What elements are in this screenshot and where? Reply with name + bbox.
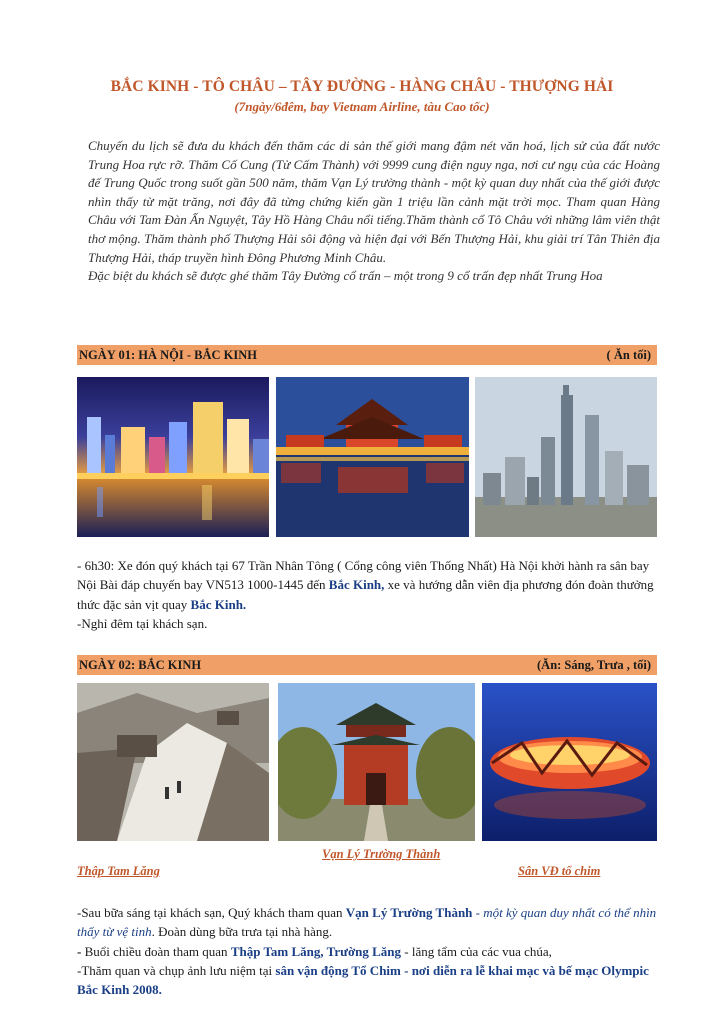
day1-meals: ( Ăn tối) bbox=[606, 347, 651, 362]
day2-stadium-visit: -Thăm quan và chụp ảnh lưu niệm tại sân vận động Tổ Chim - nơi diễn ra lễ khai mạc và bế mạc Olympic Bắc Kinh 2008. bbox=[77, 962, 649, 998]
day1-description bbox=[77, 556, 657, 633]
day1-label: NGÀY 01: HÀ NỘI - BẮC KINH bbox=[79, 347, 258, 362]
intro-paragraph: Chuyến du lịch sẽ đưa du khách đến thăm các di sản thế giới mang đậm nét văn hoá, lịch sử của đất nước Trung Hoa rực rỡ. Thăm Cố Cung (Tử Cấm Thành) với 9999 cung điện nguy nga, nơi cư ngụ của các Hoàng đế Trung Quốc trong suốt gần 500 năm, thăm Vạn Lý trường thành - một kỳ quan duy nhất của thế giới được nhìn thấy từ mặt trăng, nơi đây đã từng chứng kiến gần 1 triệu lần cảnh mặt trời mọc. Tham quan Hàng Châu với Tam Đàn Ấn Nguyệt, Tây Hồ Hàng Châu nổi tiếng.Thăm thành cổ Tô Châu với những lâm viên thật thơ mộng. Thăm thành phố Thượng Hải sôi động và hiện đại với Bến Thượng Hải, khu giải trí Tân Thiên địa Thượng Hải, tháp truyền hình Đông Phương Minh Châu. bbox=[88, 138, 660, 265]
caption-ming-tombs: Thập Tam Lăng bbox=[77, 864, 160, 878]
page-subtitle: (7ngày/6đêm, bay Vietnam Airline, tàu Cao tốc) bbox=[234, 99, 490, 114]
day2-meals: (Ăn: Sáng, Trưa , tối) bbox=[537, 657, 651, 672]
day2-description bbox=[77, 903, 657, 999]
caption-birds-nest: Sân VĐ tổ chim bbox=[518, 864, 601, 878]
photo-beijing-night-skyline bbox=[77, 377, 269, 537]
day1-overnight: -Nghỉ đêm tại khách sạn. bbox=[77, 615, 208, 631]
photo-birds-nest-stadium bbox=[482, 683, 657, 841]
page-title: BẮC KINH - TÔ CHÂU – TÂY ĐƯỜNG - HÀNG CHÂU - THƯỢNG HẢI bbox=[110, 78, 614, 95]
photo-chinese-pagoda-lake bbox=[276, 377, 469, 537]
day1-header bbox=[77, 345, 657, 365]
intro-paragraph-special: Đặc biệt du khách sẽ được ghé thăm Tây Đường cổ trấn – một trong 9 cổ trấn đẹp nhất Trung Hoa bbox=[88, 268, 603, 284]
photo-shanghai-skyscrapers bbox=[475, 377, 657, 537]
photo-ming-tomb-tower bbox=[278, 683, 475, 841]
caption-great-wall: Vạn Lý Trường Thành bbox=[322, 847, 441, 861]
day2-great-wall-visit: -Sau bữa sáng tại khách sạn, Quý khách tham quan Vạn Lý Trường Thành - một kỳ quan duy nhất có thể nhìn thấy từ vệ tinh. Đoàn dùng bữa trưa tại nhà hàng. bbox=[77, 905, 657, 940]
day1-itinerary: - 6h30: Xe đón quý khách tại 67 Trần Nhân Tông ( Cổng công viên Thống Nhất) Hà Nội khởi hành ra sân bay Nội Bài đáp chuyến bay VN513 1000-1445 đến Bắc Kinh, xe và hướng dẫn viên địa phương đón đoàn thưởng thức đặc sản vịt quay Bắc Kinh. bbox=[77, 558, 654, 612]
intro-text bbox=[88, 137, 660, 286]
day2-header bbox=[77, 655, 657, 675]
day2-tombs-visit: - Buổi chiều đoàn tham quan Thập Tam Lăng, Trường Lăng - lăng tẩm của các vua chúa, bbox=[77, 943, 552, 959]
photo-great-wall-snow bbox=[77, 683, 269, 841]
day2-label: NGÀY 02: BẮC KINH bbox=[79, 657, 202, 672]
